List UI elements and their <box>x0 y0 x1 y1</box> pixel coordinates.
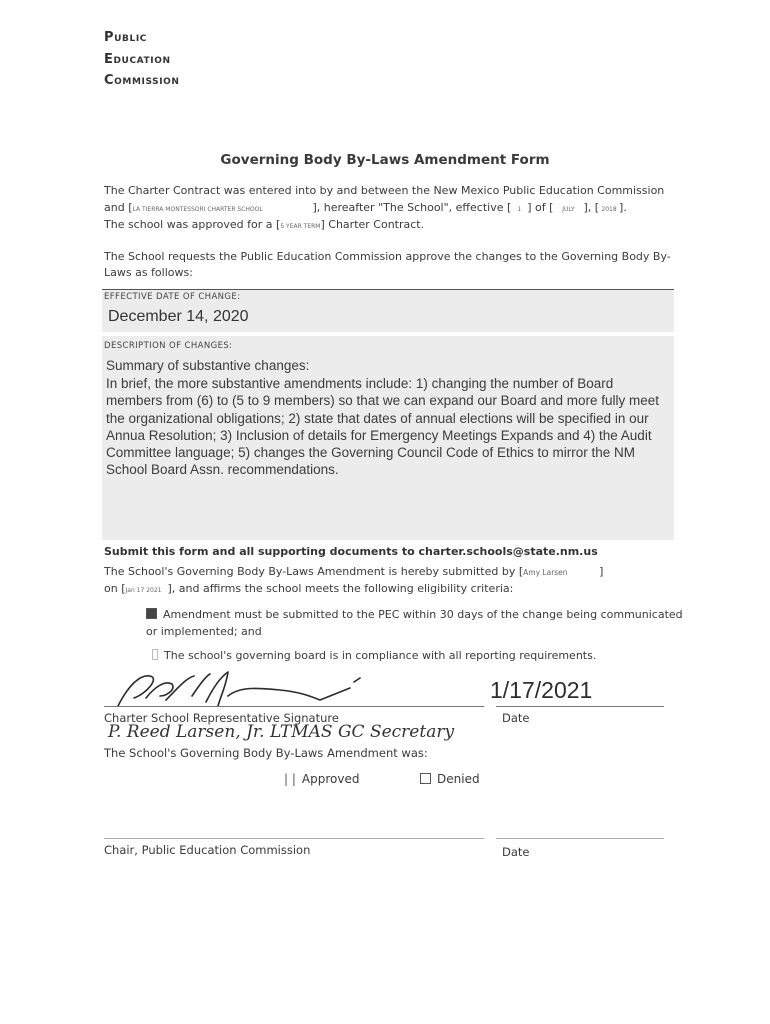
school-name-fill: LA TIERRA MONTESSORI CHARTER SCHOOL <box>132 206 263 213</box>
effective-month-fill: JULY <box>562 206 575 213</box>
chair-label: Chair, Public Education Commission <box>104 843 311 857</box>
intro-line3-prefix: The school was approved for a [ <box>104 218 281 231</box>
org-name-line3: Commission <box>104 73 180 88</box>
effective-year-fill: 2018 <box>601 206 617 213</box>
criterion-2-text: The school's governing board is in compliance with all reporting requirements. <box>164 649 597 662</box>
effective-date-value: December 14, 2020 <box>108 308 249 325</box>
submit-instruction: Submit this form and all supporting documents to charter.schools@state.nm.us <box>104 545 598 558</box>
denied-checkbox[interactable] <box>420 773 431 784</box>
request-line2: Laws as follows: <box>104 266 193 279</box>
submitter-fill: Amy Larsen <box>523 568 568 577</box>
form-title: Governing Body By-Laws Amendment Form <box>220 152 550 168</box>
intro-year-close: ]. <box>619 201 627 214</box>
org-name-line2: Education <box>104 52 171 67</box>
intro-line3-suffix: ] Charter Contract. <box>320 218 425 231</box>
approved-option[interactable] <box>284 772 359 786</box>
request-line1: The School requests the Public Education Commission approve the changes to the Governing Body By- <box>104 250 671 263</box>
criterion-1-continued: or implemented; and <box>146 625 262 638</box>
criterion-2-checkbox[interactable] <box>152 649 158 660</box>
chair-signature-line <box>104 838 484 839</box>
submission-date-fill: Jan 17 2021 <box>125 587 162 594</box>
submission-line2-prefix: on [ <box>104 582 126 595</box>
chair-date-line <box>496 838 664 839</box>
intro-year-open: ], [ <box>583 201 600 214</box>
intro-line2 <box>104 201 627 214</box>
term-fill: 5 YEAR TERM <box>280 223 321 230</box>
org-name-line1: Public <box>104 30 147 45</box>
representative-signature-label: Charter School Representative Signature <box>104 711 339 725</box>
representative-signature <box>110 666 390 716</box>
criterion-1-text: Amendment must be submitted to the PEC within 30 days of the change being communicated <box>163 608 683 621</box>
description-heading: Summary of substantive changes: <box>106 358 310 373</box>
denied-option[interactable] <box>420 772 480 786</box>
effective-day-fill: 1 <box>517 206 522 213</box>
submission-line2 <box>104 582 513 595</box>
intro-line1: The Charter Contract was entered into by and between the New Mexico Public Education Commission <box>104 184 665 197</box>
intro-line3 <box>104 218 424 231</box>
criterion-2 <box>152 649 596 662</box>
intro-hereafter: ], hereafter "The School", effective [ <box>312 201 512 214</box>
approved-label: Approved <box>301 772 360 786</box>
signature-line <box>104 706 484 707</box>
submission-line2-suffix: ], and affirms the school meets the following eligibility criteria: <box>167 582 514 595</box>
signature-date-line <box>496 706 664 707</box>
effective-date-label: EFFECTIVE DATE OF CHANGE: <box>104 292 241 302</box>
handwritten-printed-name: P. Reed Larsen, Jr. LTMAS GC Secretary <box>108 722 455 742</box>
description-label: DESCRIPTION OF CHANGES: <box>104 341 233 351</box>
approved-checkbox[interactable]: | | <box>284 772 296 786</box>
description-body: In brief, the more substantive amendments include: 1) changing the number of Board members from (6) to (5 to 9 members) so that we can expand our Board and more fully meet the organizational obligations; 2) state that dates of annual elections will be specified in our Annua Resolution; 3) Inclusion of details for Emergency Meetings Expands and 4) the Audit Committee language; 5) changes the Governing Council Code of Ethics to mirror the NM School Board Assn. recommendations. <box>106 376 659 478</box>
submission-line1-prefix: The School's Governing Body By-Laws Amendment is hereby submitted by [ <box>104 565 524 578</box>
signature-date-label: Date <box>502 711 530 725</box>
signature-date-value: 1/17/2021 <box>490 677 593 703</box>
denied-label: Denied <box>437 772 480 786</box>
chair-date-label: Date <box>502 845 530 859</box>
intro-and-prefix: and [ <box>104 201 133 214</box>
intro-of: ] of [ <box>527 201 554 214</box>
outcome-label: The School's Governing Body By-Laws Amendment was: <box>104 746 428 760</box>
criterion-1 <box>146 608 683 621</box>
submission-line1-suffix: ] <box>599 565 604 578</box>
submission-line1 <box>104 565 603 578</box>
criterion-1-checkbox[interactable] <box>146 608 157 619</box>
